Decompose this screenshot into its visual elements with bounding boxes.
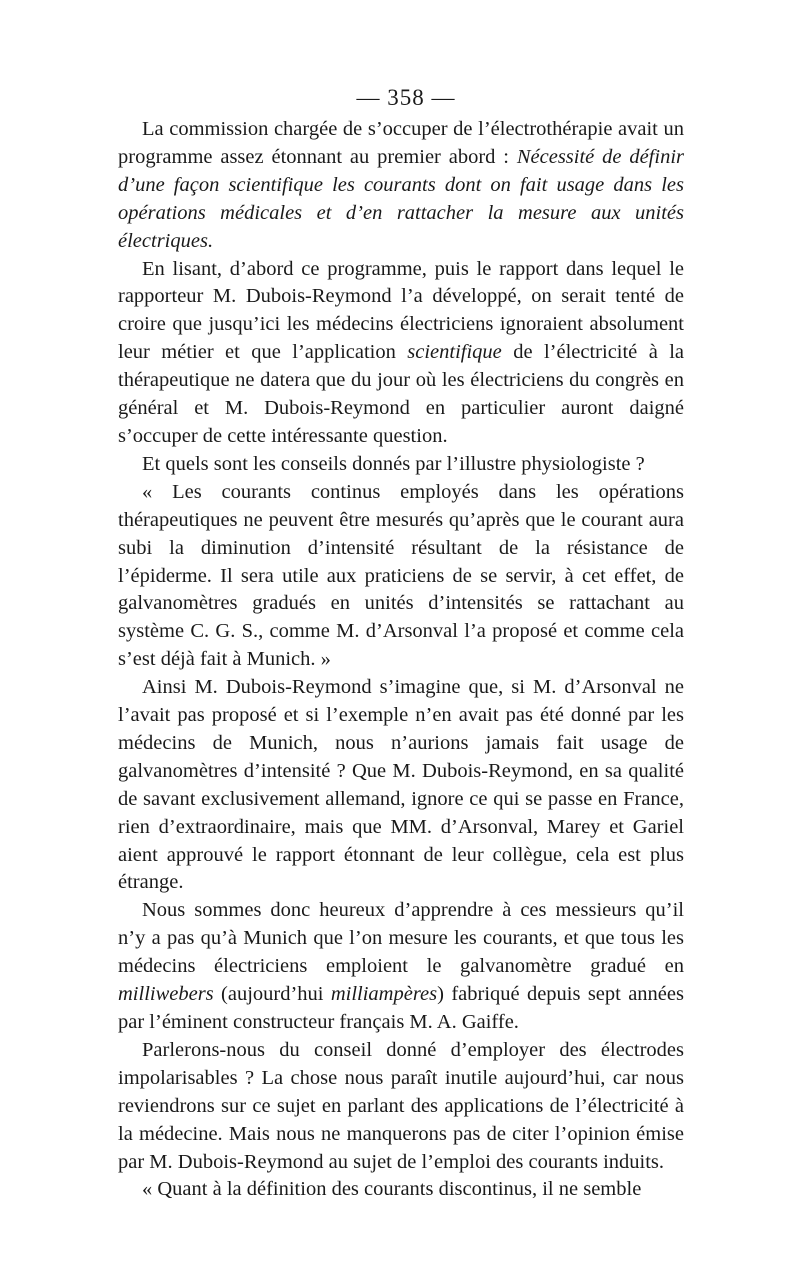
paragraph-1 bbox=[118, 116, 684, 256]
paragraph-8-quotation-start: « Quant à la définition des courants discontinus, il ne semble bbox=[142, 1178, 642, 1201]
paragraph-5: Ainsi M. Dubois-Reymond s’imagine que, si M. d’Arsonval ne l’avait pas proposé et si l’exemple n’en avait pas été donné par les médecins de Munich, nous n’aurions jamais fait usage de galvanomètres d’intensité ? Que M. Dubois-Reymond, en sa qualité de savant exclusivement allemand, ignore ce qui se passe en France, rien d’extraordinaire, mais que MM. d’Arsonval, Marey et Gariel aient approuvé le rapport étonnant de leur collègue, cela est plus étrange. bbox=[118, 676, 684, 894]
paragraph-1-text: La commission chargée de s’occuper de l’électrothérapie avait un programme assez étonnant au premier abord : bbox=[118, 118, 684, 168]
page-number: — 358 — bbox=[356, 85, 456, 110]
paragraph-6-text-a: Nous sommes donc heureux d’apprendre à ces messieurs qu’il n’y a pas qu’à Munich que l’on mesure les courants, et que tous les médecins électriciens emploient le galvanomètre gradué en bbox=[118, 899, 684, 978]
paragraph-2-text-b: de l’électricité à la thérapeutique ne datera que du jour où les électriciens du congrès en général et M. Dubois-Reymond en particulier auront daigné s’occuper de cette intéressante question. bbox=[118, 341, 684, 447]
paragraph-6-italic-milliwebers: milliwebers bbox=[118, 983, 214, 1006]
paragraph-4-quotation: « Les courants continus employés dans les opérations thérapeutiques ne peuvent être mesurés qu’après que le courant aura subi la diminution d’intensité résultant de la résistance de l’épiderme. Il sera utile aux praticiens de se servir, à cet effet, de galvanomètres gradués en unités d’intensités se rattachant au système C. G. S., comme M. d’Arsonval l’a proposé et comme cela s’est déjà fait à Munich. » bbox=[118, 480, 684, 671]
paragraph-6-text-c: ) fabriqué depuis sept années par l’éminent constructeur français M. A. Gaiffe. bbox=[118, 983, 684, 1033]
paragraph-6 bbox=[118, 897, 684, 1037]
body-text bbox=[118, 116, 684, 1204]
paragraph-1-italic-theme: Nécessité de définir d’une façon scientifique les courants dont on fait usage dans les opérations médicales et d’en rattacher la mesure aux unités électriques. bbox=[118, 145, 684, 252]
paragraph-6-text-b: (aujourd’hui bbox=[213, 983, 331, 1006]
paragraph-6-italic-milliamperes: milliampères bbox=[330, 983, 438, 1006]
paragraph-3: Et quels sont les conseils donnés par l’illustre physiologiste ? bbox=[142, 452, 645, 475]
paragraph-2-text-a: En lisant, d’abord ce programme, puis le rapport dans lequel le rapporteur M. Dubois-Reymond l’a développé, on serait tenté de croire que jusqu’ici les médecins électriciens ignoraient absolument leur métier et que l’application bbox=[118, 257, 684, 364]
book-page bbox=[118, 80, 684, 1204]
paragraph-7: Parlerons-nous du conseil donné d’employer des électrodes impolarisables ? La chose nous paraît inutile aujourd’hui, car nous reviendrons sur ce sujet en parlant des applications de l’électricité à la médecine. Mais nous ne manquerons pas de citer l’opinion émise par M. Dubois-Reymond au sujet de l’emploi des courants induits. bbox=[118, 1038, 684, 1173]
paragraph-2 bbox=[118, 256, 684, 451]
paragraph-2-italic-word: scientifique bbox=[407, 341, 502, 364]
